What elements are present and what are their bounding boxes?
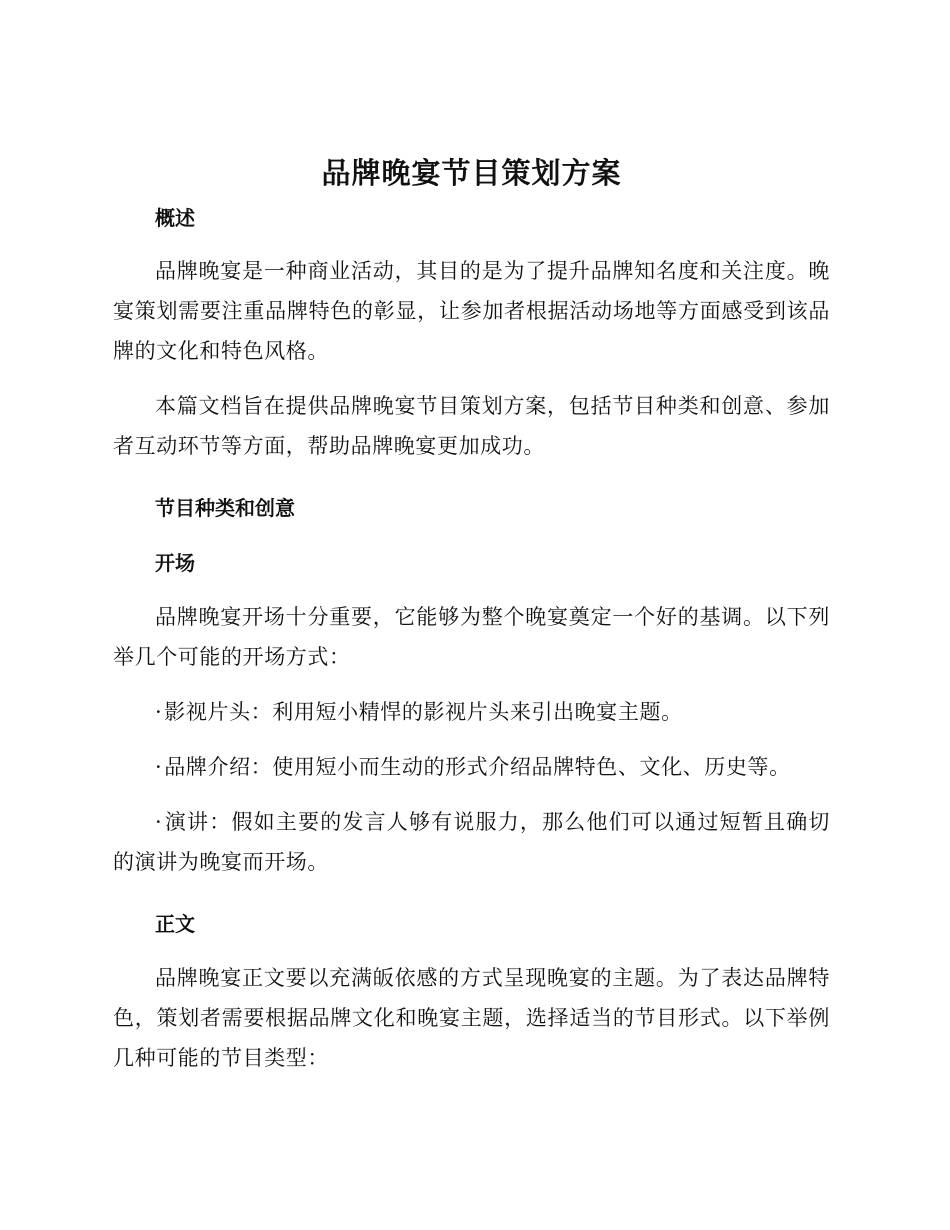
section-heading-program-types: 节目种类和创意 [155,496,295,520]
list-item-text: 影视片头：利用短小精悍的影视片头来引出晚宴主题。 [164,700,683,724]
overview-paragraph-2: 本篇文档旨在提供品牌晚宴节目策划方案，包括节目种类和创意、参加者互动环节等方面，帮助品牌晚宴更加成功。 [113,394,830,458]
bullet-dot: · [155,755,163,779]
document-title: 品牌晚宴节目策划方案 [321,156,622,190]
bullet-dot: · [155,810,163,834]
list-item [113,692,830,732]
overview-paragraph-1: 品牌晚宴是一种商业活动，其目的是为了提升品牌知名度和关注度。晚宴策划需要注重品牌特色的彰显，让参加者根据活动场地等方面感受到该品牌的文化和特色风格。 [113,259,830,363]
list-item [113,747,830,787]
section-heading-body: 正文 [155,912,195,936]
document-page [113,150,830,1078]
opening-paragraph: 品牌晚宴开场十分重要，它能够为整个晚宴奠定一个好的基调。以下列举几个可能的开场方式： [113,605,830,669]
list-item-text: 品牌介绍：使用短小而生动的形式介绍品牌特色、文化、历史等。 [164,755,791,779]
list-item [113,802,830,882]
section-heading-overview: 概述 [155,206,195,230]
bullet-dot: · [155,700,163,724]
section-heading-opening: 开场 [155,551,195,575]
list-item-text: 演讲：假如主要的发言人够有说服力，那么他们可以通过短暂且确切的演讲为晚宴而开场。 [113,810,830,874]
body-paragraph: 品牌晚宴正文要以充满皈依感的方式呈现晚宴的主题。为了表达品牌特色，策划者需要根据品牌文化和晚宴主题，选择适当的节目形式。以下举例几种可能的节目类型： [113,966,830,1070]
